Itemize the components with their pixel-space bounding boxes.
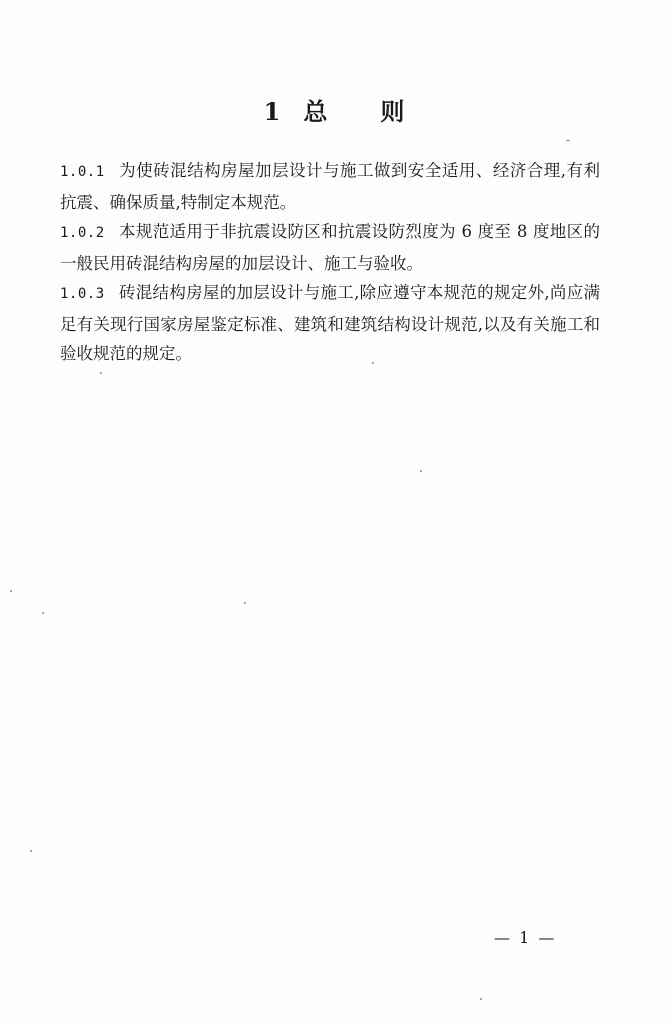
scan-speck	[566, 140, 570, 141]
clause-1-0-1	[60, 156, 600, 217]
scan-speck	[372, 362, 374, 364]
scan-speck	[42, 612, 44, 614]
chapter-title	[0, 92, 669, 127]
clause-text: 本规范适用于非抗震设防区和抗震设防烈度为 6 度至 8 度地区的一般民用砖混结构房屋的加层设计、施工与验收。	[60, 222, 600, 273]
scan-speck	[480, 998, 482, 1000]
chapter-title-part1: 总	[303, 97, 329, 126]
scan-speck	[30, 850, 32, 852]
clause-1-0-2	[60, 217, 600, 278]
clause-text: 为使砖混结构房屋加层设计与施工做到安全适用、经济合理,有利抗震、确保质量,特制定本规范。	[60, 161, 600, 212]
scan-speck	[10, 590, 12, 592]
scan-speck	[420, 470, 422, 472]
clause-number: 1.0.2	[60, 225, 105, 241]
chapter-body	[60, 156, 600, 369]
clause-number: 1.0.1	[60, 164, 105, 180]
clause-1-0-3	[60, 278, 600, 369]
scan-speck	[100, 372, 102, 374]
clause-text: 砖混结构房屋的加层设计与施工,除应遵守本规范的规定外,尚应满足有关现行国家房屋鉴定标准、建筑和建筑结构设计规范,以及有关施工和验收规范的规定。	[60, 283, 600, 363]
chapter-title-part2: 则	[380, 97, 406, 126]
scan-speck	[244, 602, 246, 604]
clause-number: 1.0.3	[60, 286, 105, 302]
page-number: — 1 —	[494, 928, 557, 947]
chapter-number: 1	[263, 97, 282, 126]
